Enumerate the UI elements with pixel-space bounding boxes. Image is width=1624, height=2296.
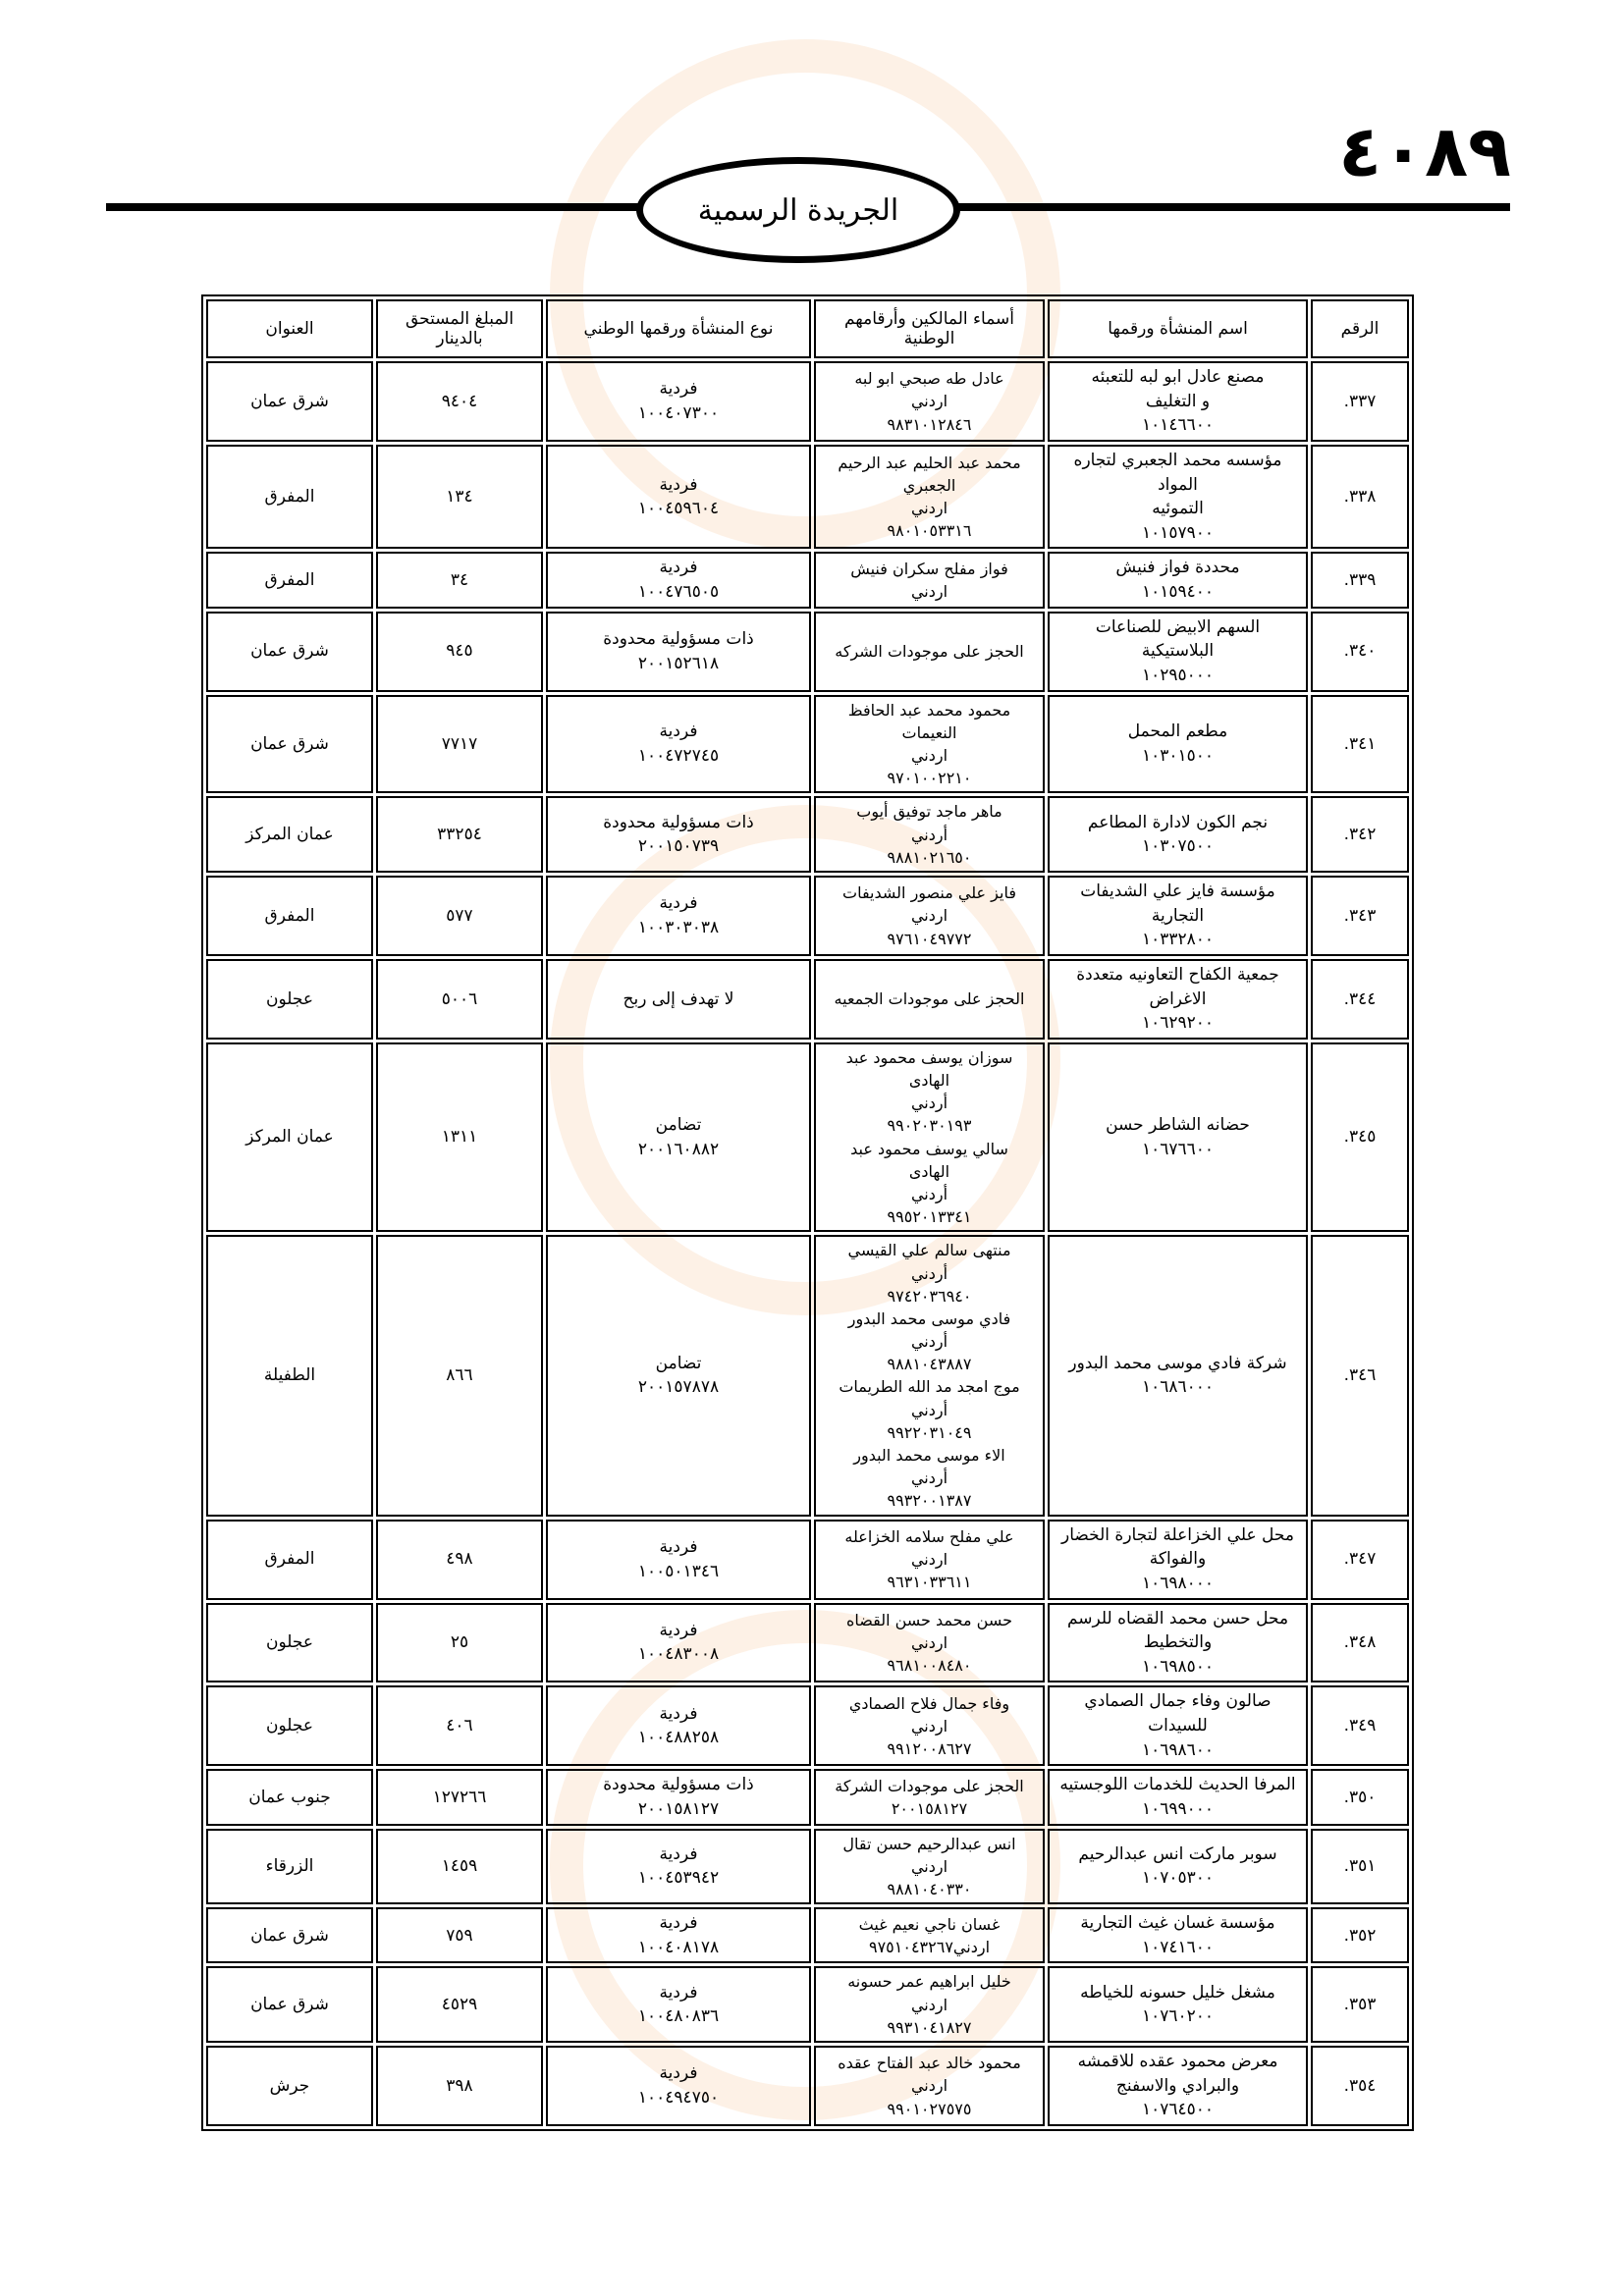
cell-establishment-line: ١٠٦٩٨٥٠٠ — [1141, 1656, 1215, 1677]
cell-address: المفرق — [206, 445, 373, 550]
cell-address: عجلون — [206, 1685, 373, 1766]
cell-owners-line: ٩٩٠٢٠٣٠١٩٣ — [887, 1116, 972, 1136]
cell-establishment — [1048, 1966, 1308, 2043]
cell-type-line: ١٠٠٤٨٠٨٣٦ — [637, 2006, 720, 2027]
header-amount: المبلغ المستحق بالدينار — [376, 299, 543, 358]
cell-establishment — [1048, 1829, 1308, 1905]
cell-type — [546, 361, 811, 442]
cell-address: عجلون — [206, 959, 373, 1040]
cell-type-line: ١٠٠٤٨٨٢٥٨ — [637, 1728, 720, 1748]
cell-establishment-line: والتخطيط — [1143, 1632, 1213, 1653]
cell-num: ٣٣٨. — [1311, 445, 1409, 550]
cell-type-line: ١٠٠٤٥٩٦٠٤ — [637, 499, 720, 519]
cell-establishment-line: ١٠٦٧٦٦٠٠ — [1141, 1139, 1215, 1159]
cell-owners — [814, 1829, 1045, 1905]
cell-owners-line: ٩٩٢٢٠٣١٠٤٩ — [887, 1422, 972, 1442]
cell-establishment-line: معرض محمود عقده للاقمشه — [1077, 2052, 1278, 2072]
cell-establishment-line: مطعم المحمل — [1127, 721, 1228, 742]
cell-num: ٣٣٧. — [1311, 361, 1409, 442]
cell-establishment-line: ١٠١٥٩٤٠٠ — [1141, 582, 1215, 603]
cell-num: ٣٤٠. — [1311, 612, 1409, 692]
cell-type-line: ١٠٠٣٠٣٠٣٨ — [637, 917, 720, 937]
cell-establishment-line: ١٠٣٠١٥٠٠ — [1141, 746, 1215, 767]
cell-establishment — [1048, 1769, 1308, 1825]
cell-owners-line: سوزان يوسف محمود عبد — [845, 1047, 1013, 1067]
cell-type-line: فردية — [659, 379, 698, 400]
cell-num: ٣٣٩. — [1311, 552, 1409, 608]
cell-owners-line: خليل ابراهيم عمر حسونه — [847, 1972, 1011, 1992]
cell-type — [546, 612, 811, 692]
cell-owners — [814, 1966, 1045, 2043]
cell-establishment — [1048, 1520, 1308, 1600]
table-row — [206, 1603, 1409, 1683]
cell-owners-line: ماهر ماجد توفيق أيوب — [856, 802, 1002, 822]
cell-establishment — [1048, 1603, 1308, 1683]
cell-owners-line: ٩٩٥٢٠١٣٣٤١ — [887, 1207, 972, 1227]
cell-establishment-line: الاغراض — [1149, 988, 1207, 1009]
cell-address: المفرق — [206, 876, 373, 956]
header-establishment: اسم المنشأة ورقمها — [1048, 299, 1308, 358]
table-row — [206, 1235, 1409, 1516]
cell-num: ٣٤٦. — [1311, 1235, 1409, 1516]
table-row — [206, 552, 1409, 608]
cell-establishment-line: سوبر ماركت انس عبدالرحيم — [1078, 1843, 1277, 1864]
cell-establishment-line: التموئيه — [1152, 499, 1204, 519]
cell-num: ٣٤٤. — [1311, 959, 1409, 1040]
cell-owners-line: اردني — [910, 2076, 948, 2096]
cell-owners-line: أردني — [910, 1094, 948, 1113]
cell-type — [546, 876, 811, 956]
cell-type-line: ١٠٠٥٠١٣٤٦ — [637, 1561, 720, 1581]
cell-owners-line: موج امجد مد الله الطريمات — [839, 1377, 1020, 1397]
cell-type — [546, 1520, 811, 1600]
cell-owners — [814, 1907, 1045, 1963]
table-row — [206, 1966, 1409, 2043]
cell-owners-line: علي مفلح سلامه الخزاعله — [844, 1526, 1014, 1546]
cell-type-line: ذات مسؤولية محدودة — [603, 629, 754, 650]
cell-establishment-line: ١٠٧٦٤٥٠٠ — [1141, 2100, 1215, 2120]
cell-owners-line: ٩٦٣١٠٣٣٦١١ — [887, 1573, 972, 1592]
cell-establishment-line: ١٠٧٦٠٢٠٠ — [1141, 2006, 1215, 2027]
cell-establishment-line: المرفا الحديث للخدمات اللوجستيه — [1059, 1775, 1296, 1795]
cell-owners-line: الحجز على موجودات الشركة — [835, 1776, 1024, 1795]
cell-owners — [814, 361, 1045, 442]
cell-type-line: فردية — [659, 1982, 698, 2002]
cell-num: ٣٤٥. — [1311, 1042, 1409, 1233]
header-num: الرقم — [1311, 299, 1409, 358]
cell-type — [546, 1685, 811, 1766]
cell-establishment-line: والفواكة — [1149, 1549, 1207, 1570]
cell-owners-line: انس عبدالرحيم حسن تقال — [842, 1834, 1016, 1853]
cell-establishment-line: صالون وفاء جمال الصمادي — [1084, 1691, 1272, 1712]
cell-type-line: ٢٠٠١٥٧٨٧٨ — [637, 1377, 720, 1398]
table-row — [206, 796, 1409, 873]
cell-owners-line: سالي يوسف محمود عبد — [850, 1139, 1008, 1158]
cell-type-line: فردية — [659, 2063, 698, 2084]
cell-owners-line: فايز علي منصور الشديفات — [842, 883, 1016, 903]
cell-establishment — [1048, 1042, 1308, 1233]
cell-type-line: ١٠٠٤٥٣٩٤٢ — [637, 1868, 720, 1889]
cell-type-line: فردية — [659, 474, 698, 495]
cell-type — [546, 2046, 811, 2126]
cell-owners-line: محمود خالد عبد الفتاح عقده — [838, 2054, 1021, 2073]
cell-num: ٣٥١. — [1311, 1829, 1409, 1905]
cell-owners-line: ٩٨٨١٠٢١٦٥٠ — [887, 847, 972, 867]
cell-owners-line: محمد عبد الحليم عبد الرحيم — [838, 453, 1021, 472]
cell-owners — [814, 552, 1045, 608]
cell-amount: ١٣١١ — [376, 1042, 543, 1233]
cell-num: ٣٤٩. — [1311, 1685, 1409, 1766]
cell-establishment — [1048, 876, 1308, 956]
table-row — [206, 2046, 1409, 2126]
cell-num: ٣٤١. — [1311, 695, 1409, 794]
cell-address: شرق عمان — [206, 695, 373, 794]
cell-establishment-line: مؤسسة فايز علي الشديفات — [1080, 881, 1275, 901]
cell-address: شرق عمان — [206, 612, 373, 692]
header-title: الجريدة الرسمية — [697, 192, 899, 228]
cell-amount: ٤٠٦ — [376, 1685, 543, 1766]
cell-establishment — [1048, 361, 1308, 442]
cell-type-line: فردية — [659, 1913, 698, 1934]
cell-establishment — [1048, 445, 1308, 550]
cell-owners-line: أردني — [910, 1468, 948, 1488]
cell-type-line: ١٠٠٤٧٦٥٠٥ — [637, 582, 720, 603]
cell-num: ٣٥٢. — [1311, 1907, 1409, 1963]
cell-establishment-line: و التغليف — [1145, 391, 1211, 411]
cell-owners-line: اردني — [910, 582, 948, 602]
cell-type-line: فردية — [659, 721, 698, 742]
cell-type-line: ١٠٠٤٩٤٧٥٠ — [637, 2088, 720, 2108]
cell-amount: ١٤٥٩ — [376, 1829, 543, 1905]
cell-owners-line: ٩٨٨١٠٤٠٣٣٠ — [887, 1880, 972, 1899]
cell-owners-line: اردني — [910, 1716, 948, 1735]
cell-amount: ٣٣٢٥٤ — [376, 796, 543, 873]
cell-type-line: لا تهدف إلى ربح — [623, 988, 734, 1009]
cell-establishment-line: ١٠١٤٦٦٠٠ — [1141, 415, 1215, 436]
cell-owners-line: الهادى — [908, 1071, 950, 1091]
cell-establishment-line: جمعية الكفاح التعاونيه متعددة — [1076, 964, 1279, 985]
cell-type — [546, 1603, 811, 1683]
cell-type — [546, 959, 811, 1040]
cell-type — [546, 552, 811, 608]
cell-establishment-line: محددة فواز فنيش — [1115, 558, 1240, 578]
cell-num: ٣٤٨. — [1311, 1603, 1409, 1683]
cell-establishment-line: مؤسسه محمد الجعبري لتجاره المواد — [1073, 450, 1282, 495]
cell-num: ٣٤٢. — [1311, 796, 1409, 873]
cell-establishment-line: نجم الكون لادارة المطاعم — [1087, 812, 1269, 832]
cell-owners-line: أردني — [910, 1263, 948, 1283]
cell-establishment-line: ١٠٦٩٨٠٠٠ — [1141, 1573, 1215, 1593]
cell-owners-line: منتهى سالم علي القيسي — [847, 1241, 1011, 1260]
cell-num: ٣٤٣. — [1311, 876, 1409, 956]
cell-address: المفرق — [206, 1520, 373, 1600]
table-row — [206, 361, 1409, 442]
cell-owners — [814, 1042, 1045, 1233]
cell-address: شرق عمان — [206, 1907, 373, 1963]
cell-address: المفرق — [206, 552, 373, 608]
cell-address: الزرقاء — [206, 1829, 373, 1905]
cell-owners — [814, 2046, 1045, 2126]
cell-establishment-line: محل علي الخزاعلة لتجارة الخضار — [1061, 1524, 1294, 1545]
cell-owners-line: الهادى — [908, 1161, 950, 1181]
cell-owners-line: الحجز على موجودات الشركه — [835, 642, 1024, 662]
cell-owners — [814, 1685, 1045, 1766]
cell-establishment-line: شركة فادي موسى محمد البدور — [1068, 1353, 1287, 1373]
cell-amount: ٣٤ — [376, 552, 543, 608]
cell-type-line: فردية — [659, 893, 698, 914]
cell-type-line: ٢٠٠١٥٠٧٣٩ — [637, 836, 720, 857]
cell-owners — [814, 876, 1045, 956]
cell-establishment — [1048, 612, 1308, 692]
cell-owners-line: محمود محمد عبد الحافظ — [847, 700, 1011, 720]
cell-owners-line: الجعبري — [902, 476, 956, 496]
cell-owners-line: ٩٧٤٢٠٣٦٩٤٠ — [887, 1286, 972, 1306]
cell-address: شرق عمان — [206, 361, 373, 442]
cell-address: عمان المركز — [206, 796, 373, 873]
cell-amount: ١٢٧٢٦٦ — [376, 1769, 543, 1825]
cell-establishment — [1048, 1907, 1308, 1963]
cell-type-line: تضامن — [655, 1114, 702, 1135]
cell-establishment-line: محل حسن محمد القضاه للرسم — [1066, 1608, 1289, 1629]
cell-num: ٣٤٧. — [1311, 1520, 1409, 1600]
cell-owners-line: عادل طه صبحي ابو لبه — [854, 369, 1004, 389]
cell-type-line: ذات مسؤولية محدودة — [603, 812, 754, 832]
cell-owners-line: ٩٩٣٢٠٠١٣٨٧ — [887, 1491, 972, 1511]
cell-address: الطفيلة — [206, 1235, 373, 1516]
cell-owners-line: ٩٨٨١٠٤٣٨٨٧ — [887, 1355, 972, 1374]
table-row — [206, 445, 1409, 550]
cell-owners-line: أردني — [910, 1332, 948, 1352]
cell-owners-line: وفاء جمال فلاح الصمادي — [848, 1693, 1010, 1713]
cell-establishment-line: البلاستيكية — [1141, 641, 1215, 662]
table-header-row — [206, 299, 1409, 358]
cell-owners-line: ٩٩٠١٠٢٧٥٧٥ — [887, 2099, 972, 2118]
table-body — [206, 361, 1409, 2126]
cell-owners-line: النعيمات — [901, 722, 957, 742]
cell-establishment-line: مؤسسة غسان غيث التجارية — [1080, 1913, 1275, 1934]
cell-type-line: فردية — [659, 1620, 698, 1640]
cell-establishment-line: والبرادي والاسفنج — [1115, 2075, 1240, 2096]
cell-amount: ٩٤٥ — [376, 612, 543, 692]
cell-establishment-line: ١٠٣٣٢٨٠٠ — [1141, 930, 1215, 950]
cell-owners-line: ٩٩١٢٠٠٨٦٢٧ — [887, 1738, 972, 1758]
cell-type-line: ذات مسؤولية محدودة — [603, 1775, 754, 1795]
cell-owners-line: اردني — [910, 1995, 948, 2014]
cell-owners-line: ٢٠٠١٥٨١٢٧ — [891, 1799, 968, 1818]
cell-type — [546, 1907, 811, 1963]
cell-owners — [814, 796, 1045, 873]
cell-establishment — [1048, 959, 1308, 1040]
cell-establishment-line: ١٠٢٩٥٠٠٠ — [1141, 666, 1215, 686]
cell-owners-line: اردني — [910, 906, 948, 926]
page-number: ٤٠٨٩ — [1338, 110, 1511, 192]
table-row — [206, 1520, 1409, 1600]
header-title-frame — [636, 157, 960, 263]
cell-type — [546, 1966, 811, 2043]
cell-owners — [814, 445, 1045, 550]
cell-type-line: ١٠٠٤٨٣٠٠٨ — [637, 1644, 720, 1665]
cell-establishment-line: التجارية — [1151, 905, 1205, 926]
cell-owners — [814, 1769, 1045, 1825]
cell-owners-line: الاء موسى محمد البدور — [853, 1446, 1005, 1466]
cell-establishment-line: مشغل خليل حسونه للخياطه — [1080, 1982, 1275, 2002]
cell-owners-line: ٩٩٣١٠٤١٨٢٧ — [887, 2017, 972, 2037]
cell-type-line: ١٠٠٤٠٧٣٠٠ — [637, 402, 720, 423]
cell-establishment-line: السهم الابيض للصناعات — [1095, 616, 1261, 637]
cell-owners — [814, 1235, 1045, 1516]
cell-type — [546, 1235, 811, 1516]
cell-establishment-line: حضانه الشاطر حسن — [1106, 1114, 1250, 1135]
header-owners: أسماء المالكين وأرقامهم الوطنية — [814, 299, 1045, 358]
cell-owners-line: أردني — [910, 825, 948, 844]
cell-establishment-line: ١٠٦٨٦٠٠٠ — [1141, 1377, 1215, 1398]
cell-type — [546, 1769, 811, 1825]
cell-establishment — [1048, 1235, 1308, 1516]
cell-num: ٣٥٣. — [1311, 1966, 1409, 2043]
cell-owners-line: اردني — [910, 1856, 948, 1876]
cell-owners-line: ٩٨٠١٠٥٣٣١٦ — [887, 521, 972, 541]
registry-table — [201, 294, 1414, 2131]
cell-amount: ٢٥ — [376, 1603, 543, 1683]
cell-owners-line: أردني — [910, 1184, 948, 1203]
cell-amount: ٨٦٦ — [376, 1235, 543, 1516]
cell-amount: ٩٤٠٤ — [376, 361, 543, 442]
cell-type-line: ١٠٠٤٠٨١٧٨ — [637, 1937, 720, 1957]
cell-owners-line: ٩٨٣١٠١٢٨٤٦ — [887, 414, 972, 434]
cell-amount: ٥٧٧ — [376, 876, 543, 956]
cell-establishment-line: ١٠٦٢٩٢٠٠ — [1141, 1013, 1215, 1034]
cell-address: جرش — [206, 2046, 373, 2126]
cell-amount: ٥٠٠٦ — [376, 959, 543, 1040]
cell-amount: ٧٧١٧ — [376, 695, 543, 794]
cell-address: عجلون — [206, 1603, 373, 1683]
cell-owners-line: حسن محمد حسن القضاه — [845, 1610, 1013, 1629]
cell-owners — [814, 695, 1045, 794]
cell-owners-line: الحجز على موجودات الجمعيه — [834, 989, 1025, 1009]
cell-establishment — [1048, 796, 1308, 873]
cell-type-line: فردية — [659, 1703, 698, 1724]
header-type: نوع المنشأة ورقمها الوطني — [546, 299, 811, 358]
table-row — [206, 1042, 1409, 1233]
cell-amount: ٣٩٨ — [376, 2046, 543, 2126]
cell-owners — [814, 1603, 1045, 1683]
header-address: العنوان — [206, 299, 373, 358]
cell-owners-line: اردني — [910, 392, 948, 411]
cell-type-line: ٢٠٠١٦٠٨٨٢ — [637, 1139, 720, 1159]
cell-establishment-line: ١٠٦٩٩٠٠٠ — [1141, 1799, 1215, 1819]
cell-owners-line: ٩٦٨١٠٠٨٤٨٠ — [887, 1656, 972, 1676]
cell-type-line: ٢٠٠١٥٨١٢٧ — [637, 1799, 720, 1819]
cell-establishment-line: مصنع عادل ابو لبه للتعبئه — [1091, 367, 1265, 387]
cell-type-line: فردية — [659, 1536, 698, 1557]
cell-owners-line: اردني — [910, 1549, 948, 1569]
cell-establishment-line: ١٠٣٠٧٥٠٠ — [1141, 836, 1215, 857]
cell-type-line: تضامن — [655, 1353, 702, 1373]
cell-amount: ٤٩٨ — [376, 1520, 543, 1600]
cell-type — [546, 1829, 811, 1905]
cell-amount: ٤٥٢٩ — [376, 1966, 543, 2043]
cell-establishment — [1048, 552, 1308, 608]
cell-owners-line: فادي موسى محمد البدور — [847, 1308, 1011, 1328]
cell-type-line: ١٠٠٤٧٢٧٤٥ — [637, 746, 720, 767]
cell-establishment-line: ١٠٧٠٥٣٠٠ — [1141, 1868, 1215, 1889]
cell-owners — [814, 612, 1045, 692]
cell-owners-line: غسان ناجي نعيم غيث — [858, 1914, 1001, 1934]
cell-num: ٣٥٤. — [1311, 2046, 1409, 2126]
cell-establishment-line: ١٠٧٤١٦٠٠ — [1141, 1937, 1215, 1957]
table-row — [206, 876, 1409, 956]
cell-establishment — [1048, 1685, 1308, 1766]
cell-owners-line: أردني — [910, 1400, 948, 1419]
cell-owners-line: فواز مفلح سكران فنيش — [850, 559, 1008, 578]
table-row — [206, 959, 1409, 1040]
cell-type-line: فردية — [659, 1843, 698, 1864]
table-row — [206, 1907, 1409, 1963]
cell-owners-line: اردني٩٧٥١٠٤٣٢٦٧ — [868, 1937, 991, 1956]
cell-type — [546, 445, 811, 550]
cell-owners-line: اردني — [910, 1632, 948, 1652]
cell-address: جنوب عمان — [206, 1769, 373, 1825]
cell-amount: ٧٥٩ — [376, 1907, 543, 1963]
cell-establishment — [1048, 695, 1308, 794]
cell-owners — [814, 959, 1045, 1040]
cell-establishment-line: ١٠٦٩٨٦٠٠ — [1141, 1739, 1215, 1760]
cell-num: ٣٥٠. — [1311, 1769, 1409, 1825]
cell-owners-line: اردني — [910, 746, 948, 766]
table-row — [206, 695, 1409, 794]
cell-establishment — [1048, 2046, 1308, 2126]
table-row — [206, 1685, 1409, 1766]
cell-owners-line: ٩٧٠١٠٠٢٢١٠ — [887, 769, 972, 788]
cell-address: عمان المركز — [206, 1042, 373, 1233]
table-row — [206, 1829, 1409, 1905]
cell-type-line: ٢٠٠١٥٢٦١٨ — [637, 653, 720, 673]
cell-establishment-line: للسيدات — [1148, 1716, 1208, 1736]
cell-owners-line: اردني — [910, 499, 948, 518]
cell-type — [546, 1042, 811, 1233]
table-row — [206, 1769, 1409, 1825]
cell-owners-line: ٩٧٦١٠٤٩٧٧٢ — [887, 929, 972, 948]
cell-amount: ١٣٤ — [376, 445, 543, 550]
table-row — [206, 612, 1409, 692]
cell-establishment-line: ١٠١٥٧٩٠٠ — [1141, 522, 1215, 543]
cell-owners — [814, 1520, 1045, 1600]
cell-type — [546, 695, 811, 794]
cell-address: شرق عمان — [206, 1966, 373, 2043]
cell-type-line: فردية — [659, 558, 698, 578]
cell-type — [546, 796, 811, 873]
